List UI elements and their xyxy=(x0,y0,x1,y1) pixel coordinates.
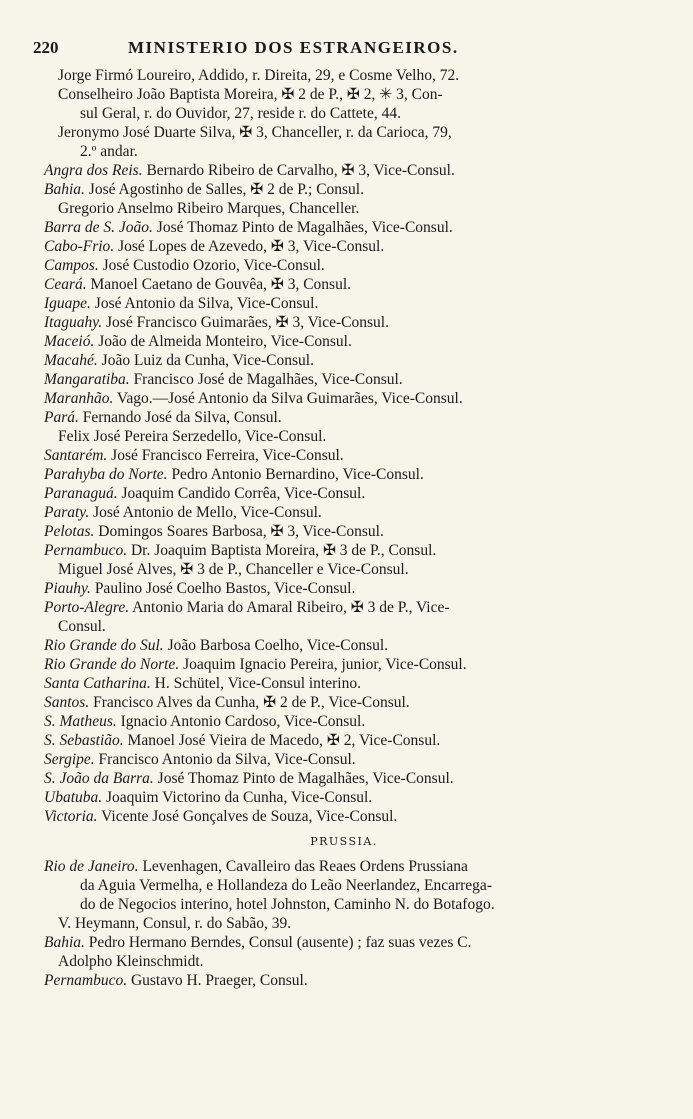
directory-line xyxy=(44,655,644,674)
entry-text: Manoel José Vieira de Macedo, ✠ 2, Vice-Consul. xyxy=(123,732,441,749)
entry-text: José Antonio da Silva, Vice-Consul. xyxy=(90,295,319,312)
place-name: Barra de S. João. xyxy=(44,219,153,236)
directory-line xyxy=(44,180,644,199)
place-name: Santos. xyxy=(44,694,90,711)
directory-line xyxy=(44,617,644,636)
directory-line xyxy=(44,769,644,788)
entry-text: Francisco José de Magalhães, Vice-Consul. xyxy=(129,371,403,388)
place-name: Porto-Alegre. xyxy=(44,599,130,616)
directory-line xyxy=(44,857,644,876)
entry-text: Conselheiro João Baptista Moreira, ✠ 2 de P., ✠ 2, ✳ 3, Con- xyxy=(58,86,443,103)
entry-text: Consul. xyxy=(58,618,106,635)
place-name: Santarém. xyxy=(44,447,108,464)
entry-text: Jeronymo José Duarte Silva, ✠ 3, Chanceller, r. da Carioca, 79, xyxy=(58,124,452,141)
place-name: Pelotas. xyxy=(44,523,95,540)
entry-text: Levenhagen, Cavalleiro das Reaes Ordens Prussiana xyxy=(138,858,468,875)
entry-text: Felix José Pereira Serzedello, Vice-Consul. xyxy=(58,428,327,445)
place-name: Santa Catharina. xyxy=(44,675,151,692)
entry-text: Francisco Antonio da Silva, Vice-Consul. xyxy=(94,751,356,768)
entry-text: José Agostinho de Salles, ✠ 2 de P.; Consul. xyxy=(84,181,364,198)
entry-text: José Francisco Guimarães, ✠ 3, Vice-Consul. xyxy=(102,314,389,331)
directory-line xyxy=(44,693,644,712)
directory-line xyxy=(44,199,644,218)
entry-text: Fernando José da Silva, Consul. xyxy=(78,409,282,426)
consular-list-brazil xyxy=(44,66,644,826)
place-name: Piauhy. xyxy=(44,580,91,597)
place-name: S. Sebastião. xyxy=(44,732,124,749)
directory-line xyxy=(44,294,644,313)
place-name: Maranhão. xyxy=(44,390,114,407)
directory-line xyxy=(44,712,644,731)
entry-text: Paulino José Coelho Bastos, Vice-Consul. xyxy=(90,580,356,597)
place-name: Pernambuco. xyxy=(44,972,128,989)
entry-text: H. Schütel, Vice-Consul interino. xyxy=(150,675,361,692)
page-number: 220 xyxy=(33,38,59,57)
directory-line xyxy=(44,66,644,85)
place-name: S. Matheus. xyxy=(44,713,117,730)
directory-line xyxy=(44,237,644,256)
place-name: Campos. xyxy=(44,257,99,274)
place-name: Angra dos Reis. xyxy=(44,162,143,179)
directory-line xyxy=(44,560,644,579)
entry-text: Joaquim Ignacio Pereira, junior, Vice-Consul. xyxy=(179,656,467,673)
directory-line xyxy=(44,731,644,750)
entry-text: da Aguia Vermelha, e Hollandeza do Leão Neerlandez, Encarrega- xyxy=(80,877,492,894)
entry-text: Adolpho Kleinschmidt. xyxy=(58,953,204,970)
place-name: Itaguahy. xyxy=(44,314,103,331)
directory-line xyxy=(44,161,644,180)
directory-line xyxy=(44,522,644,541)
directory-line xyxy=(44,876,644,895)
directory-line xyxy=(44,446,644,465)
entry-text: Dr. Joaquim Baptista Moreira, ✠ 3 de P., Consul. xyxy=(127,542,437,559)
place-name: Bahia. xyxy=(44,181,85,198)
directory-line xyxy=(44,465,644,484)
directory-line xyxy=(44,389,644,408)
directory-line xyxy=(44,674,644,693)
directory-line xyxy=(44,807,644,826)
entry-text: Francisco Alves da Cunha, ✠ 2 de P., Vice-Consul. xyxy=(89,694,410,711)
entry-text: José Lopes de Azevedo, ✠ 3, Vice-Consul. xyxy=(114,238,385,255)
entry-text: Pedro Antonio Bernardino, Vice-Consul. xyxy=(167,466,424,483)
directory-line xyxy=(44,636,644,655)
directory-line xyxy=(44,408,644,427)
place-name: Maceió. xyxy=(44,333,95,350)
directory-line xyxy=(44,313,644,332)
directory-line xyxy=(44,895,644,914)
directory-line xyxy=(44,123,644,142)
directory-line xyxy=(44,503,644,522)
place-name: S. João da Barra. xyxy=(44,770,154,787)
directory-line xyxy=(44,85,644,104)
place-name: Cabo-Frio. xyxy=(44,238,115,255)
directory-line xyxy=(44,971,644,990)
entry-text: Joaquim Candido Corrêa, Vice-Consul. xyxy=(117,485,366,502)
entry-text: Joaquim Victorino da Cunha, Vice-Consul. xyxy=(102,789,373,806)
entry-text: José Antonio de Mello, Vice-Consul. xyxy=(89,504,322,521)
place-name: Pernambuco. xyxy=(44,542,128,559)
place-name: Iguape. xyxy=(44,295,91,312)
place-name: Ubatuba. xyxy=(44,789,103,806)
directory-body xyxy=(44,66,644,990)
entry-text: Antonio Maria do Amaral Ribeiro, ✠ 3 de P., Vice- xyxy=(129,599,450,616)
entry-text: Manoel Caetano de Gouvêa, ✠ 3, Consul. xyxy=(86,276,352,293)
directory-line xyxy=(44,598,644,617)
place-name: Paraty. xyxy=(44,504,90,521)
directory-line xyxy=(44,933,644,952)
entry-text: João Barbosa Coelho, Vice-Consul. xyxy=(163,637,389,654)
place-name: Pará. xyxy=(44,409,79,426)
place-name: Ceará. xyxy=(44,276,87,293)
place-name: Macahé. xyxy=(44,352,98,369)
place-name: Mangaratiba. xyxy=(44,371,130,388)
directory-line xyxy=(44,788,644,807)
directory-line xyxy=(44,351,644,370)
directory-line xyxy=(44,541,644,560)
entry-text: João de Almeida Monteiro, Vice-Consul. xyxy=(94,333,352,350)
directory-line xyxy=(44,104,644,123)
directory-line xyxy=(44,484,644,503)
page-header xyxy=(33,38,653,60)
place-name: Sergipe. xyxy=(44,751,95,768)
entry-text: Domingos Soares Barbosa, ✠ 3, Vice-Consul. xyxy=(94,523,384,540)
section-heading: PRUSSIA. xyxy=(310,835,378,848)
entry-text: Vago.—José Antonio da Silva Guimarães, Vice-Consul. xyxy=(113,390,463,407)
place-name: Parahyba do Norte. xyxy=(44,466,168,483)
entry-text: José Custodio Ozorio, Vice-Consul. xyxy=(98,257,325,274)
entry-text: do de Negocios interino, hotel Johnston, Caminho N. do Botafogo. xyxy=(80,896,495,913)
place-name: Rio de Janeiro. xyxy=(44,858,139,875)
directory-line xyxy=(44,275,644,294)
entry-text: José Thomaz Pinto de Magalhães, Vice-Consul. xyxy=(153,770,454,787)
entry-text: V. Heymann, Consul, r. do Sabão, 39. xyxy=(58,915,292,932)
directory-line xyxy=(44,750,644,769)
directory-line xyxy=(44,914,644,933)
entry-text: Pedro Hermano Berndes, Consul (ausente) ; faz suas vezes C. xyxy=(84,934,472,951)
entry-text: Jorge Firmó Loureiro, Addido, r. Direita, 29, e Cosme Velho, 72. xyxy=(58,67,460,84)
place-name: Victoria. xyxy=(44,808,98,825)
entry-text: João Luiz da Cunha, Vice-Consul. xyxy=(97,352,314,369)
directory-line xyxy=(44,218,644,237)
place-name: Paranaguá. xyxy=(44,485,118,502)
entry-text: José Thomaz Pinto de Magalhães, Vice-Consul. xyxy=(152,219,453,236)
directory-line xyxy=(44,332,644,351)
entry-text: sul Geral, r. do Ouvidor, 27, reside r. do Cattete, 44. xyxy=(80,105,401,122)
place-name: Bahia. xyxy=(44,934,85,951)
directory-line xyxy=(44,256,644,275)
entry-text: Ignacio Antonio Cardoso, Vice-Consul. xyxy=(116,713,366,730)
entry-text: José Francisco Ferreira, Vice-Consul. xyxy=(107,447,344,464)
place-name: Rio Grande do Sul. xyxy=(44,637,164,654)
entry-text: Gustavo H. Praeger, Consul. xyxy=(127,972,308,989)
entry-text: 2.º andar. xyxy=(80,143,138,160)
directory-line xyxy=(44,952,644,971)
directory-line xyxy=(44,427,644,446)
entry-text: Bernardo Ribeiro de Carvalho, ✠ 3, Vice-Consul. xyxy=(142,162,455,179)
consular-list-prussia xyxy=(44,857,644,990)
directory-line xyxy=(44,142,644,161)
entry-text: Vicente José Gonçalves de Souza, Vice-Consul. xyxy=(97,808,398,825)
place-name: Rio Grande do Norte. xyxy=(44,656,180,673)
entry-text: Gregorio Anselmo Ribeiro Marques, Chanceller. xyxy=(58,200,360,217)
page-title: MINISTERIO DOS ESTRANGEIROS. xyxy=(128,38,459,57)
directory-line xyxy=(44,579,644,598)
directory-line xyxy=(44,370,644,389)
entry-text: Miguel José Alves, ✠ 3 de P., Chanceller e Vice-Consul. xyxy=(58,561,409,578)
